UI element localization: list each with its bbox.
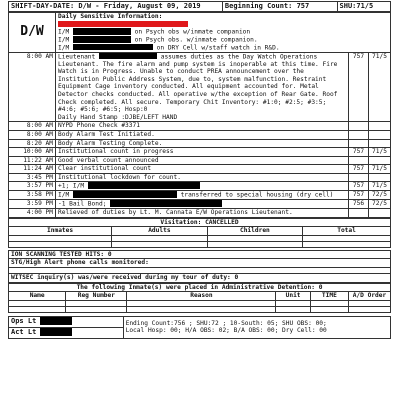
ending-count-cell: [123, 316, 390, 338]
log-time: 3:58 PM: [9, 191, 56, 200]
log-row: [9, 165, 391, 174]
shu-count: SHU:71/5: [337, 2, 390, 12]
log-shu: 71/5: [369, 148, 391, 157]
shift-code: D/W: [9, 13, 56, 53]
log-entry: Clear institutional count: [56, 165, 349, 174]
log-time: 8:20 AM: [9, 139, 56, 148]
witsec-inquiry: WITSEC inquiry(s) was/were received during my tour of duty: 0: [9, 273, 391, 282]
detention-table: [8, 283, 391, 313]
detention-cell: [276, 306, 310, 312]
ops-lt-cell: [9, 316, 124, 327]
log-count: [349, 173, 369, 182]
redaction-box: [88, 182, 200, 189]
log-time: 8:00 AM: [9, 122, 56, 131]
visitation-table: [8, 218, 391, 248]
visitation-col-children: Children: [207, 227, 303, 236]
log-shu: [369, 209, 391, 218]
log-time: 3:57 PM: [9, 182, 56, 191]
detention-col-reg: Reg Number: [66, 292, 127, 301]
log-row: [9, 209, 391, 218]
log-row: [9, 130, 391, 139]
visitation-title: Visitation: CANCELLED: [9, 218, 391, 227]
redaction-box: [99, 53, 157, 60]
log-shu: [369, 130, 391, 139]
log-count: 756: [349, 200, 369, 209]
detention-col-unit: Unit: [276, 292, 310, 301]
visitation-cell: [112, 241, 208, 247]
sensitive-line-3: I/M on DRY Cell w/staff watch in R&D.: [58, 44, 280, 52]
visitation-col-total: Total: [303, 227, 391, 236]
log-entry: +1; I/M: [56, 182, 349, 191]
log-row: [9, 122, 391, 131]
ending-count: Ending Count:756 ; SHU:72 ; 10-South: 05; SHU OBS: 00;: [125, 319, 327, 327]
redaction-box: [40, 328, 72, 336]
log-shu: 72/5: [369, 200, 391, 209]
log-entry: Institutional count in progress: [56, 148, 349, 157]
redaction-box: [40, 317, 72, 325]
log-time: 8:00 AM: [9, 52, 56, 122]
visitation-col-inmates: Inmates: [9, 227, 112, 236]
log-time: 11:22 AM: [9, 156, 56, 165]
visitation-col-adults: Adults: [112, 227, 208, 236]
log-shu: 72/5: [369, 191, 391, 200]
log-entry: Relieved of duties by Lt. M. Cannata E/W Operations Lieutenant.: [56, 209, 349, 218]
log-count: [349, 130, 369, 139]
log-count: 757: [349, 52, 369, 122]
log-row: [9, 156, 391, 165]
detention-cell: [127, 306, 276, 312]
log-entry-body: Lieutenant. The fire alarm and pump system is inoperable at this time. Fire Watch is in Progress. Unable to conduct PREA announcement over the Institution Public Address System, due to, system malfunction. Restraint Equipment Cage inventory conducted. All equipment accounted for. Metal Detector checks conducted. All operative w/the exception of Rear Gate. Roof Check completed. All secure. Temporary Chit Inventory: #1:0; #2:5; #3:5; #4:6; #5:6; #6:5; Hosp:0: [58, 60, 338, 114]
log-shu: 71/5: [369, 165, 391, 174]
detention-cell: [348, 306, 390, 312]
log-entry: -1 Bail Bond;: [56, 200, 349, 209]
local-hosp: Local Hosp: 00; H/A OBS: 02; B/A OBS: 00; Dry Cell: 00: [125, 327, 327, 335]
log-entry: Institutional lockdown for count.: [56, 173, 349, 182]
log-shu: [369, 122, 391, 131]
log-entry: Body Alarm Testing Complete.: [56, 139, 349, 148]
log-time: 10:00 AM: [9, 148, 56, 157]
log-entry: I/M transferred to special housing (dry cell): [56, 191, 349, 200]
log-time: 3:45 PM: [9, 173, 56, 182]
visitation-cell: [207, 241, 303, 247]
detention-col-name: Name: [9, 292, 66, 301]
log-time: 3:59 PM: [9, 200, 56, 209]
visitation-cell: [303, 241, 391, 247]
hand-stamp: Daily Hand Stamp :DJBE/LEFT HAND: [58, 113, 178, 121]
ion-scanning: ION SCANNING TESTED HITS: 0: [9, 250, 391, 259]
log-row: [9, 200, 391, 209]
log-time: 11:24 AM: [9, 165, 56, 174]
log-entry: Lieutenant assumes duties as the Day Watch Operations Lieutenant. The fire alarm and pump system is inoperable at this time. Fire Watch is in Progress. Unable to conduct PREA announcement over the Institution Public Address System, due to, system malfunction. Restraint Equipment Cage inventory conducted. All equipment accounted for. Metal Detector checks conducted. All operative w/the exception of Rear Gate. Roof Check completed. All secure. Temporary Chit Inventory: #1:0; #2:5; #3:5; #4:6; #5:6; #6:5; Hosp:0 Daily Hand Stamp :DJBE/LEFT HAND: [56, 52, 349, 122]
log-time: 8:00 AM: [9, 130, 56, 139]
log-entry: NYPD Phone Check #3371: [56, 122, 349, 131]
log-table: [8, 12, 391, 218]
stg-calls: STG/High Alert phone calls monitored:: [9, 259, 391, 268]
checks-table: [8, 250, 391, 283]
redaction-box: [110, 200, 222, 207]
daily-log-sheet: [8, 1, 391, 339]
sensitive-line-2: I/M on Psych obs. w/inmate companion.: [58, 36, 258, 44]
log-entry: Body Alarm Test Initiated.: [56, 130, 349, 139]
sensitive-red-line: REDACTED ON MODIFY ... OBSERVATIONS: [58, 20, 189, 28]
log-shu: [369, 173, 391, 182]
detention-cell: [310, 306, 348, 312]
log-count: 757: [349, 191, 369, 200]
log-row: [9, 173, 391, 182]
sensitive-info: [56, 13, 391, 53]
redaction-box: [73, 28, 131, 35]
log-count: 757: [349, 148, 369, 157]
detention-cell: [9, 306, 66, 312]
beginning-count: Beginning Count: 757: [222, 2, 337, 12]
log-row: [9, 191, 391, 200]
redaction-box: [73, 36, 131, 43]
sensitive-line-1: I/M on Psych obs w/inmate companion: [58, 28, 251, 36]
log-time: 4:00 PM: [9, 209, 56, 218]
log-shu: 71/5: [369, 52, 391, 122]
log-row: [9, 139, 391, 148]
detention-col-order: A/D Order: [348, 292, 390, 301]
log-row: [9, 148, 391, 157]
log-shu: 71/5: [369, 182, 391, 191]
log-count: [349, 122, 369, 131]
log-shu: [369, 139, 391, 148]
log-row: [9, 52, 391, 122]
log-count: [349, 209, 369, 218]
act-lt-cell: [9, 327, 124, 338]
detention-col-time: TIME: [310, 292, 348, 301]
log-count: [349, 156, 369, 165]
detention-cell: [66, 306, 127, 312]
redaction-box: [73, 191, 177, 198]
log-row: [9, 182, 391, 191]
log-entry: Good verbal count announced: [56, 156, 349, 165]
sensitive-title: Daily Sensitive Information:: [58, 13, 163, 20]
log-count: 757: [349, 165, 369, 174]
detention-col-reason: Reason: [127, 292, 276, 301]
signature-table: [8, 316, 391, 339]
log-count: 757: [349, 182, 369, 191]
header-table: [8, 1, 391, 12]
visitation-cell: [9, 241, 112, 247]
log-count: [349, 139, 369, 148]
detention-title: The following Inmate(s) were placed in Administrative Detention: 0: [9, 283, 391, 292]
act-lt-label: Act Lt: [11, 328, 37, 337]
ops-lt-label: Ops Lt: [11, 317, 37, 326]
shift-day-date: SHIFT-DAY-DATE: D/W - Friday, August 09, 2019: [9, 2, 223, 12]
redaction-box: [73, 44, 153, 51]
log-shu: [369, 156, 391, 165]
